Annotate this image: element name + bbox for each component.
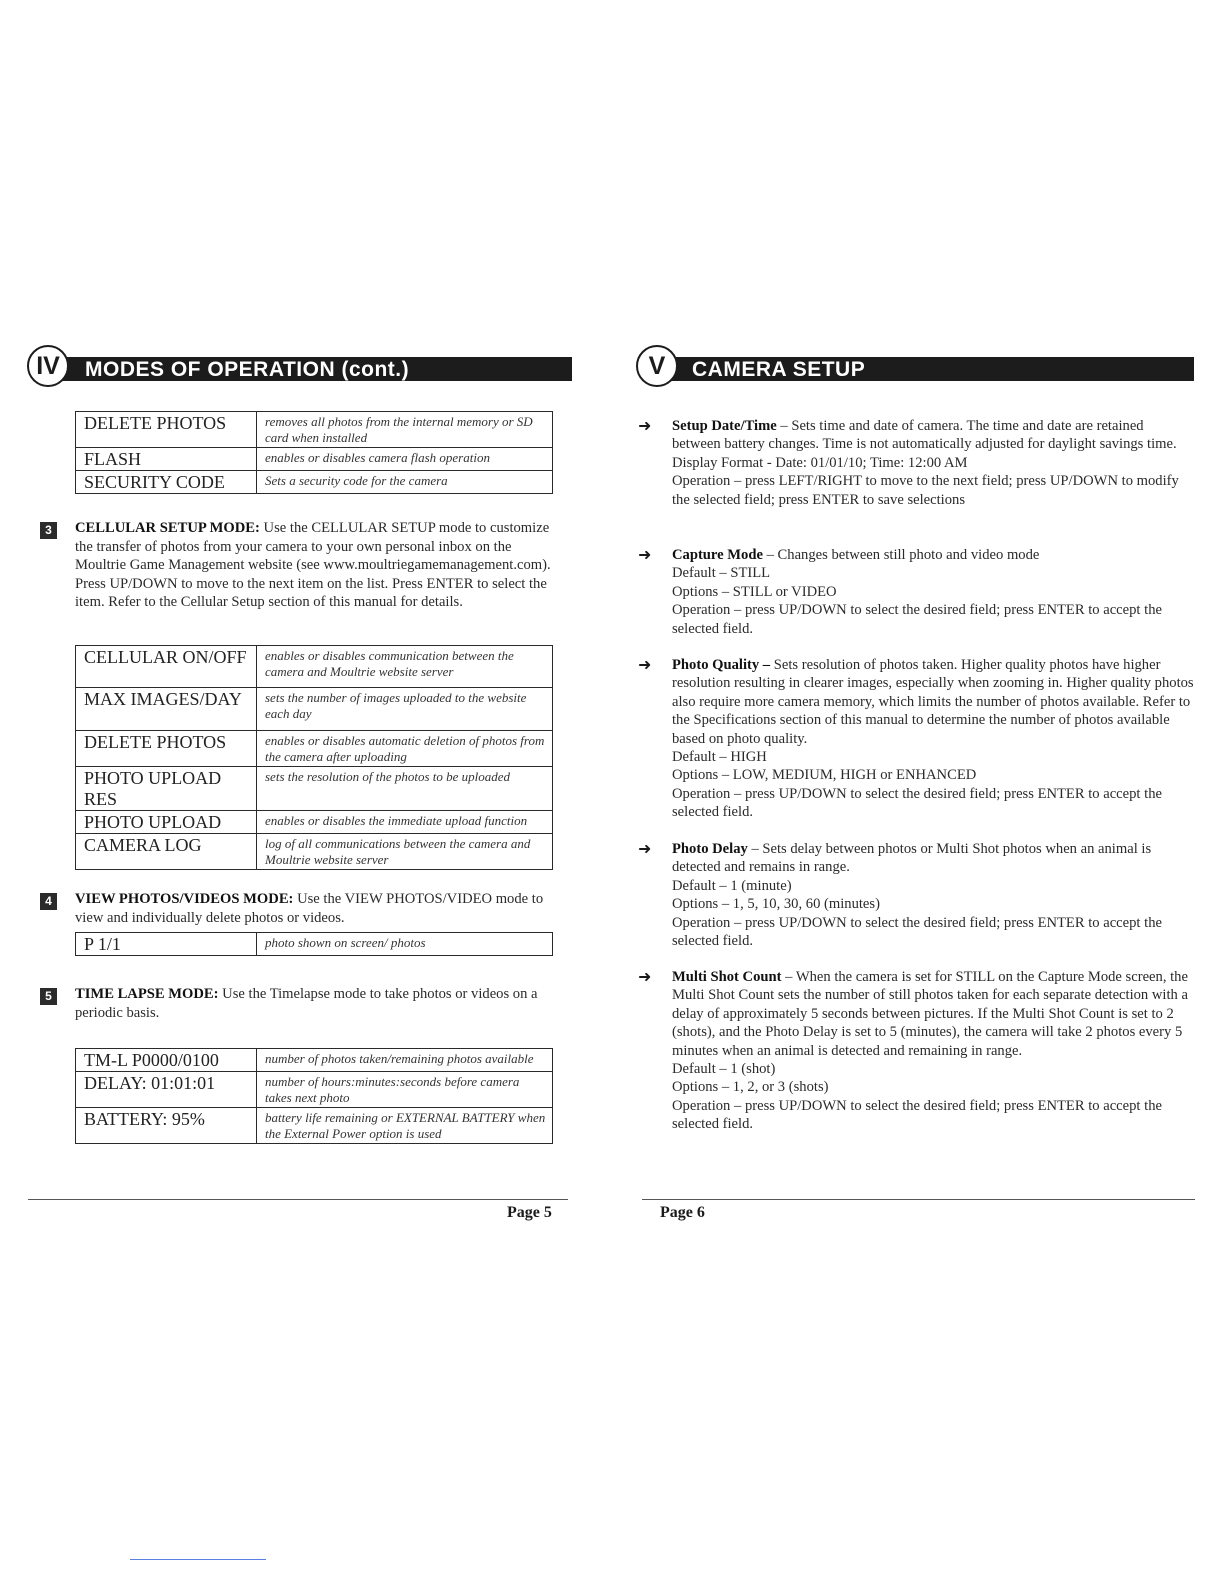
table-key: MAX IMAGES/DAY (76, 688, 257, 731)
general-settings-table (75, 411, 553, 494)
arrow-bullet-icon: ➜ (638, 839, 652, 858)
table-desc: removes all photos from the internal memory or SD card when installed (257, 412, 553, 448)
table-key: PHOTO UPLOAD (76, 811, 257, 834)
table-desc: log of all communications between the camera and Moultrie website server (257, 834, 553, 870)
setting-line: Options – LOW, MEDIUM, HIGH or ENHANCED (672, 767, 977, 784)
section-number-badge: 4 (40, 893, 57, 910)
table-desc: enables or disables automatic deletion of photos from the camera after uploading (257, 731, 553, 767)
setting-line: Default – HIGH (672, 749, 767, 766)
stray-underline (130, 1559, 266, 1560)
setting-title: Setup Date/Time (672, 418, 777, 434)
setting-line: Display Format - Date: 01/01/10; Time: 12:00 AM (672, 454, 968, 471)
table-row (76, 834, 553, 870)
section-cellular-setup (40, 519, 566, 612)
section-text (75, 519, 566, 612)
setting-text (672, 546, 1194, 638)
setting-photo-delay (638, 840, 1194, 950)
section-time-lapse (40, 985, 566, 1022)
footer-divider (642, 1199, 1195, 1200)
setting-line: Operation – press UP/DOWN to select the desired field; press ENTER to accept the selected field. (672, 785, 1162, 821)
setting-description: Sets resolution of photos taken. Higher quality photos have higher resolution resulting in clearer images, especially when zooming in. Higher quality photos also require more camera memory, which limits the number of photos available. Refer to the Specifications section of this manual to determine the number of photos available based on photo quality. (672, 657, 1194, 747)
setting-line: Default – STILL (672, 565, 771, 582)
section-heading: VIEW PHOTOS/VIDEOS MODE: (75, 891, 294, 907)
table-key: DELAY: 01:01:01 (76, 1072, 257, 1108)
arrow-bullet-icon: ➜ (638, 416, 652, 435)
setting-description: – Changes between still photo and video mode (766, 547, 1040, 563)
table-key: DELETE PHOTOS (76, 412, 257, 448)
setting-title: Photo Delay (672, 841, 748, 857)
table-desc: enables or disables camera flash operation (257, 448, 553, 471)
setting-setup-date-time (638, 417, 1194, 509)
setting-line: Options – 1, 5, 10, 30, 60 (minutes) (672, 896, 880, 913)
setting-capture-mode (638, 546, 1194, 638)
footer-divider (28, 1199, 568, 1200)
setting-description: – When the camera is set for STILL on the Capture Mode screen, the Multi Shot Count sets the number of still photos taken for each separate detection with a delay of approximately 5 seconds between pictures. If the Multi Shot Count is set to 2 (shots), and the Photo Delay is set to 5 (minutes), the camera will take 2 photos every 5 minutes when an animal is detected and remaining in range. (672, 969, 1188, 1059)
setting-line: Options – 1, 2, or 3 (shots) (672, 1079, 829, 1096)
setting-text (672, 656, 1194, 822)
section-text (75, 890, 566, 927)
setting-description: – Sets time and date of camera. The time and date are retained between battery changes. Time is not automatically adjusted for daylight savings time. (672, 418, 1177, 453)
page-number: Page 5 (507, 1204, 552, 1221)
table-desc: battery life remaining or EXTERNAL BATTERY when the External Power option is used (257, 1108, 553, 1144)
table-row (76, 471, 553, 494)
table-row (76, 448, 553, 471)
table-row (76, 1072, 553, 1108)
table-desc: sets the resolution of the photos to be uploaded (257, 767, 553, 811)
setting-line: Options – STILL or VIDEO (672, 583, 837, 600)
arrow-bullet-icon: ➜ (638, 967, 652, 986)
table-key: DELETE PHOTOS (76, 731, 257, 767)
section-numeral: IV (36, 352, 60, 380)
table-row (76, 767, 553, 811)
section-numeral-badge (27, 345, 69, 387)
table-desc: enables or disables the immediate upload function (257, 811, 553, 834)
section-body: Use the CELLULAR SETUP mode to customize the transfer of photos from your camera to your own personal inbox on the Moultrie Game Management website (see www.moultriegamemanagement.com). Press UP/DOWN to move to the next item on the list. Press ENTER to select the item. Refer to the Cellular Setup section of this manual for details. (75, 520, 551, 610)
setting-line: Default – 1 (shot) (672, 1061, 776, 1078)
page-number: Page 6 (660, 1204, 705, 1221)
section-heading: CELLULAR SETUP MODE: (75, 520, 260, 536)
table-key: FLASH (76, 448, 257, 471)
setting-line: Default – 1 (minute) (672, 877, 792, 894)
table-desc: number of photos taken/remaining photos available (257, 1049, 553, 1072)
setting-description: – Sets delay between photos or Multi Shot photos when an animal is detected and remains in range. (672, 841, 1152, 876)
right-page (612, 0, 1224, 1584)
table-key: PHOTO UPLOAD RES (76, 767, 257, 811)
section-title: MODES OF OPERATION (cont.) (85, 358, 410, 381)
setting-line: Operation – press UP/DOWN to select the desired field; press ENTER to accept the selected field. (672, 602, 1162, 637)
setting-text (672, 840, 1194, 950)
table-key: SECURITY CODE (76, 471, 257, 494)
view-photos-table (75, 932, 553, 956)
setting-title: Multi Shot Count (672, 969, 782, 985)
table-key: BATTERY: 95% (76, 1108, 257, 1144)
setting-multi-shot-count (638, 968, 1194, 1134)
section-numeral-badge (636, 345, 678, 387)
setting-title: Photo Quality – (672, 657, 771, 673)
setting-line: Operation – press LEFT/RIGHT to move to the next field; press UP/DOWN to modify the selected field; press ENTER to save selections (672, 473, 1179, 508)
table-key: P 1/1 (76, 933, 257, 956)
table-desc: number of hours:minutes:seconds before camera takes next photo (257, 1072, 553, 1108)
setting-line: Operation – press UP/DOWN to select the desired field; press ENTER to accept the selected field. (672, 1097, 1162, 1133)
table-row (76, 811, 553, 834)
table-desc: photo shown on screen/ photos (257, 933, 553, 956)
section-number-badge: 3 (40, 522, 57, 539)
table-desc: sets the number of images uploaded to the website each day (257, 688, 553, 731)
table-row (76, 688, 553, 731)
table-row (76, 1108, 553, 1144)
table-desc: Sets a security code for the camera (257, 471, 553, 494)
setting-photo-quality (638, 656, 1194, 822)
arrow-bullet-icon: ➜ (638, 545, 652, 564)
table-row (76, 646, 553, 688)
table-row (76, 933, 553, 956)
section-text (75, 985, 566, 1022)
section-heading: TIME LAPSE MODE: (75, 986, 219, 1002)
table-row (76, 731, 553, 767)
arrow-bullet-icon: ➜ (638, 655, 652, 674)
section-title: CAMERA SETUP (692, 358, 866, 381)
setting-line: Operation – press UP/DOWN to select the desired field; press ENTER to accept the selected field. (672, 914, 1162, 950)
time-lapse-table (75, 1048, 553, 1144)
setting-text (672, 968, 1194, 1134)
table-key: CELLULAR ON/OFF (76, 646, 257, 688)
table-desc: enables or disables communication between the camera and Moultrie website server (257, 646, 553, 688)
section-body: Use the VIEW PHOTOS/VIDEO mode to view and individually delete photos or videos. (75, 891, 544, 926)
section-number-badge: 5 (40, 988, 57, 1005)
section-numeral: V (648, 352, 666, 380)
table-key: CAMERA LOG (76, 834, 257, 870)
cellular-settings-table (75, 645, 553, 870)
setting-text (672, 417, 1194, 509)
setting-title: Capture Mode (672, 547, 763, 563)
table-row (76, 412, 553, 448)
table-key: TM-L P0000/0100 (76, 1049, 257, 1072)
section-view-photos (40, 890, 566, 927)
section-body: Use the Timelapse mode to take photos or videos on a periodic basis. (75, 986, 538, 1021)
section-banner-camera-setup (636, 351, 1194, 391)
table-row (76, 1049, 553, 1072)
section-banner-modes-of-operation (27, 351, 572, 391)
